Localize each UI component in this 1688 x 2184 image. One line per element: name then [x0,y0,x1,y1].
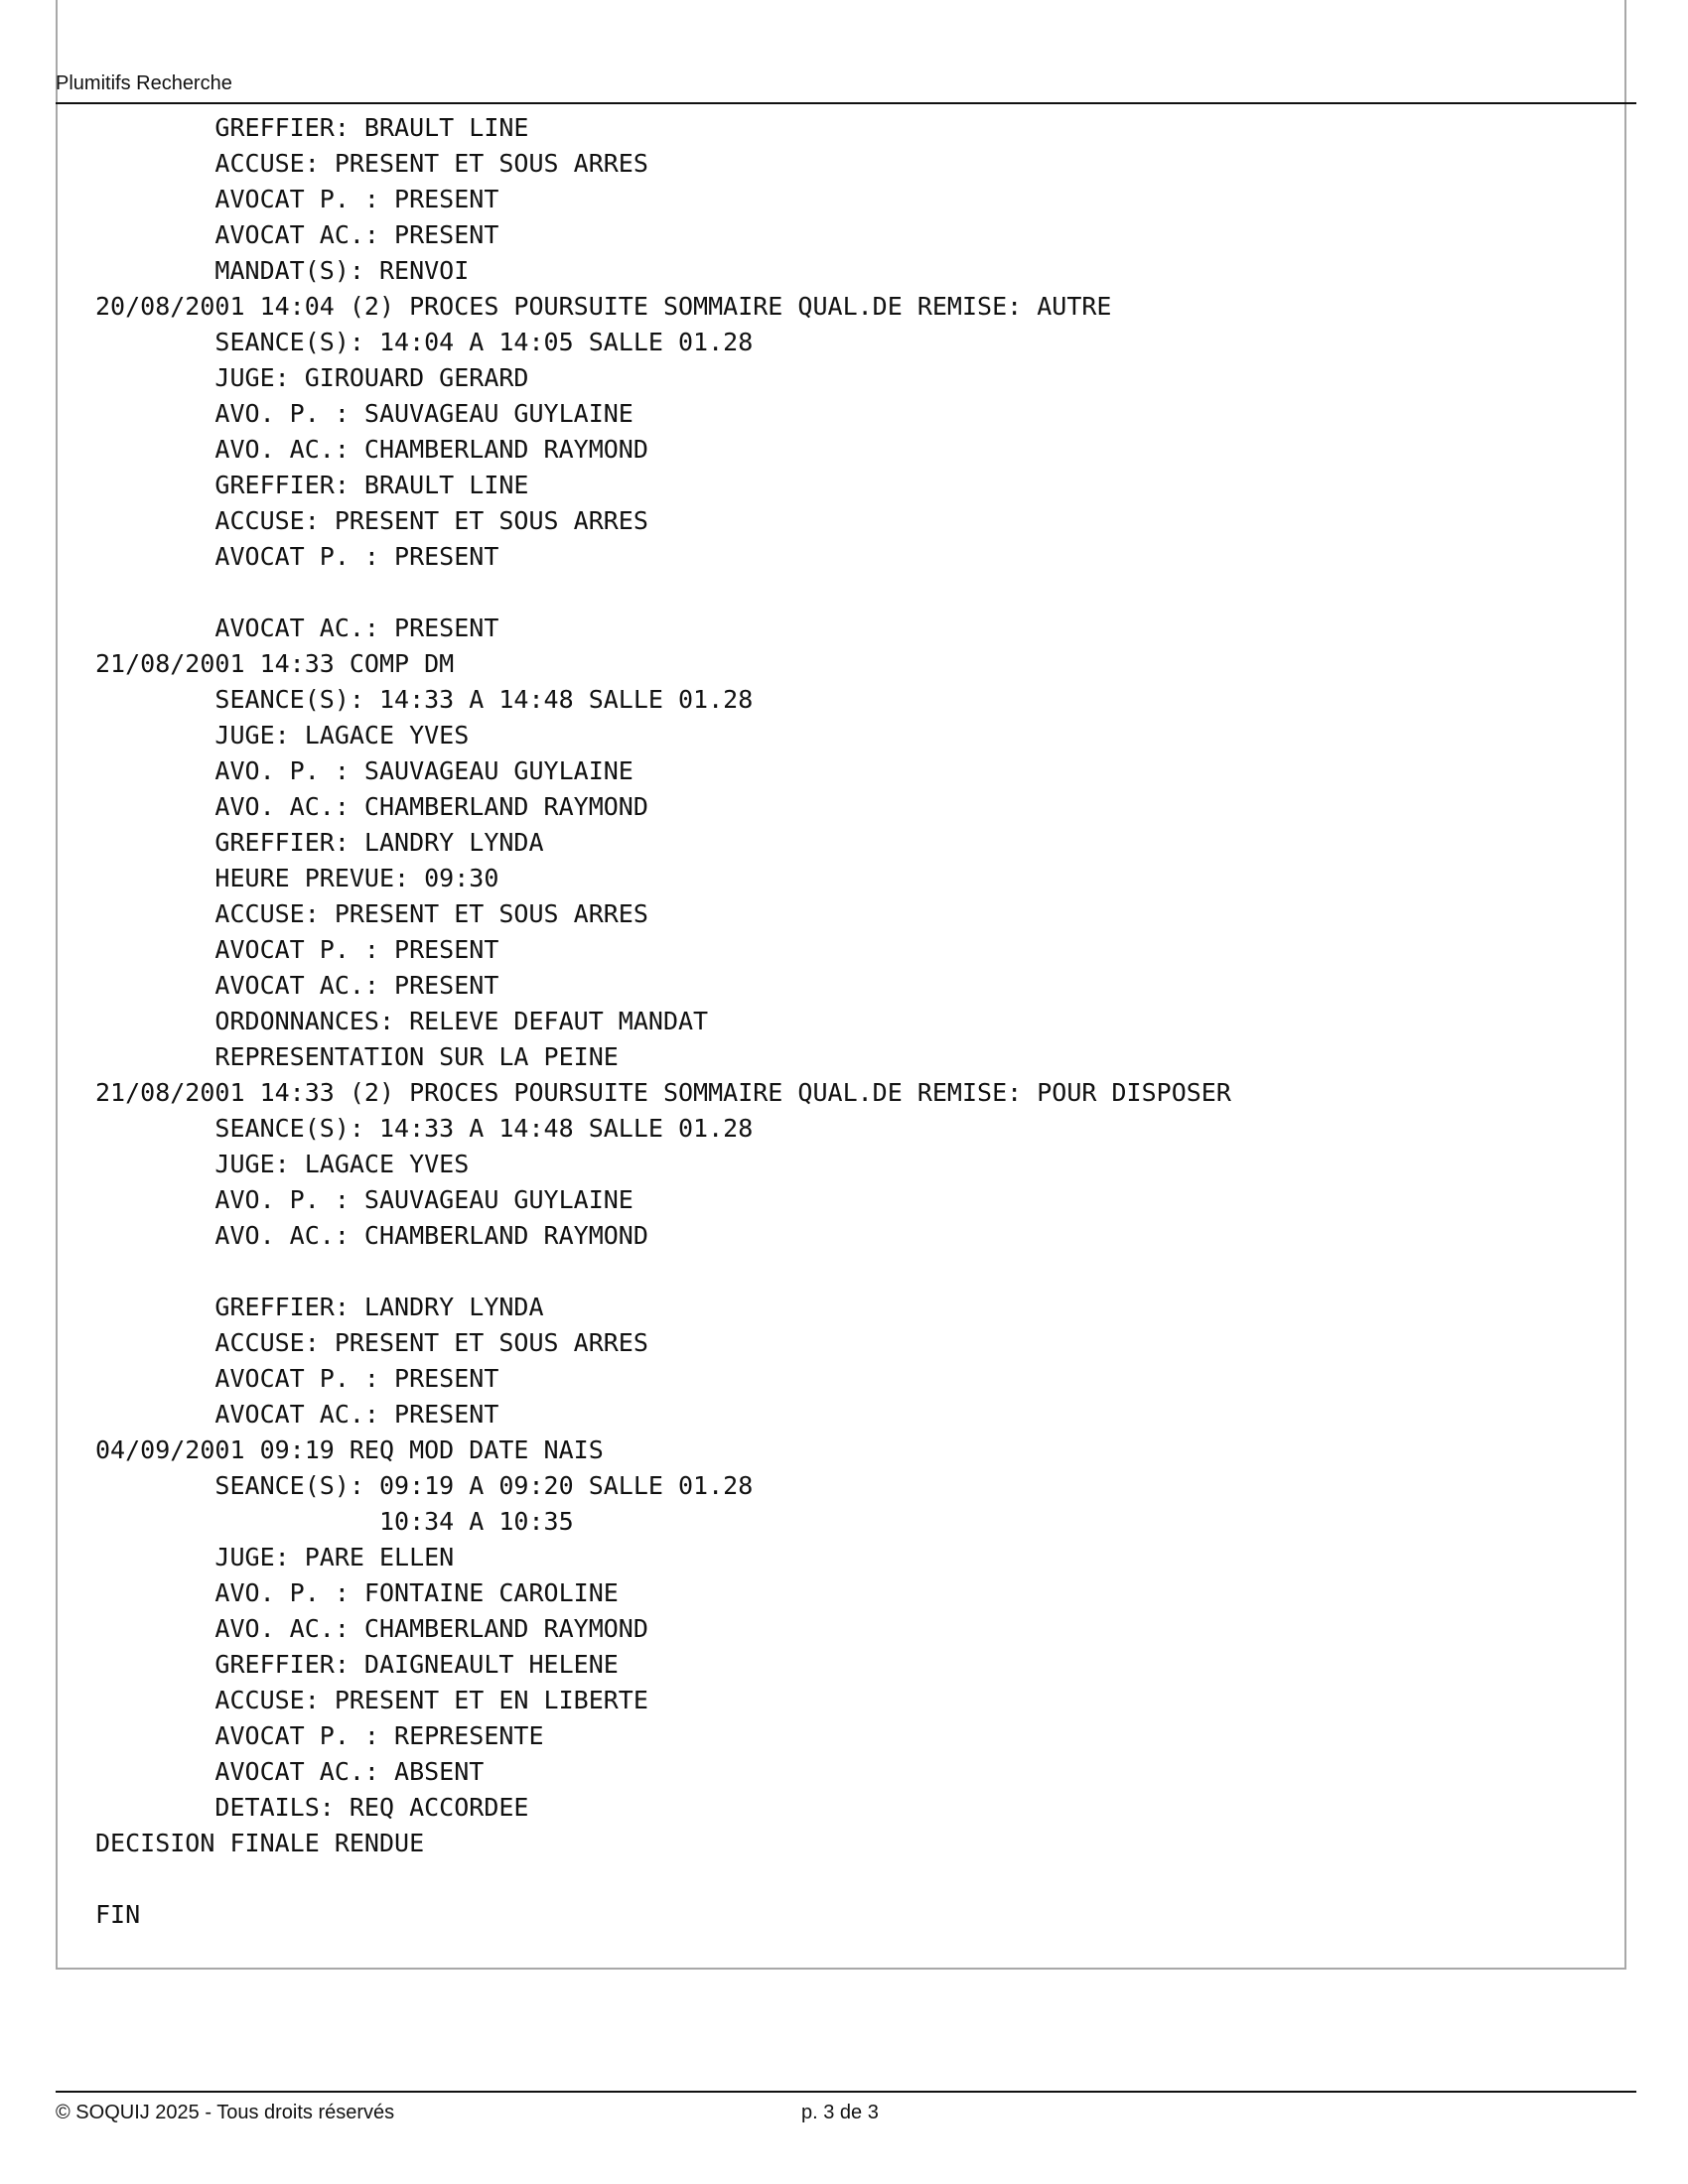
record-line: MANDAT(S): RENVOI [95,256,470,285]
header-divider [56,102,1636,104]
record-line: AVOCAT P. : PRESENT [95,185,499,213]
record-line: 20/08/2001 14:04 (2) PROCES POURSUITE SOMMAIRE QUAL.DE REMISE: AUTRE [95,292,1112,321]
record-line: AVOCAT P. : PRESENT [95,935,499,964]
record-line: AVOCAT P. : REPRESENTE [95,1721,544,1750]
record-line: GREFFIER: DAIGNEAULT HELENE [95,1650,619,1679]
record-line: GREFFIER: LANDRY LYNDA [95,828,544,857]
record-line: SEANCE(S): 14:33 A 14:48 SALLE 01.28 [95,1114,754,1143]
record-line: AVO. AC.: CHAMBERLAND RAYMOND [95,1221,648,1250]
record-line: 21/08/2001 14:33 COMP DM [95,649,455,678]
record-line: JUGE: PARE ELLEN [95,1543,455,1571]
record-text-body [95,110,1605,1933]
record-line: JUGE: LAGACE YVES [95,1150,470,1178]
record-line: 21/08/2001 14:33 (2) PROCES POURSUITE SOMMAIRE QUAL.DE REMISE: POUR DISPOSER [95,1078,1231,1107]
record-line: AVO. P. : FONTAINE CAROLINE [95,1578,619,1607]
footer-copyright: © SOQUIJ 2025 - Tous droits réservés [56,2102,395,2123]
record-line [95,1861,1605,1897]
record-line: AVO. P. : SAUVAGEAU GUYLAINE [95,1185,633,1214]
record-line: ACCUSE: PRESENT ET SOUS ARRES [95,506,648,535]
record-line: GREFFIER: BRAULT LINE [95,113,529,142]
record-line: AVOCAT AC.: PRESENT [95,220,499,249]
record-line: SEANCE(S): 14:04 A 14:05 SALLE 01.28 [95,328,754,356]
record-line: DECISION FINALE RENDUE [95,1829,425,1857]
record-line: ORDONNANCES: RELEVE DEFAUT MANDAT [95,1007,709,1035]
record-line: DETAILS: REQ ACCORDEE [95,1793,529,1822]
record-line: AVO. AC.: CHAMBERLAND RAYMOND [95,435,648,464]
record-line: AVO. P. : SAUVAGEAU GUYLAINE [95,399,633,428]
record-line: AVOCAT P. : PRESENT [95,1364,499,1393]
record-line: AVO. AC.: CHAMBERLAND RAYMOND [95,1614,648,1643]
record-line: AVO. P. : SAUVAGEAU GUYLAINE [95,756,633,785]
record-line: JUGE: GIROUARD GERARD [95,363,529,392]
record-line: AVOCAT AC.: PRESENT [95,1400,499,1429]
record-line: GREFFIER: BRAULT LINE [95,471,529,499]
footer-divider [56,2091,1636,2093]
record-line: AVOCAT AC.: PRESENT [95,614,499,642]
record-line: ACCUSE: PRESENT ET SOUS ARRES [95,1328,648,1357]
record-line: 04/09/2001 09:19 REQ MOD DATE NAIS [95,1435,604,1464]
record-line: ACCUSE: PRESENT ET SOUS ARRES [95,149,648,178]
record-line: GREFFIER: LANDRY LYNDA [95,1293,544,1321]
record-line: AVOCAT AC.: ABSENT [95,1757,485,1786]
record-line: AVOCAT AC.: PRESENT [95,971,499,1000]
record-line: HEURE PREVUE: 09:30 [95,864,499,892]
record-line: AVO. AC.: CHAMBERLAND RAYMOND [95,792,648,821]
record-line: SEANCE(S): 14:33 A 14:48 SALLE 01.28 [95,685,754,714]
record-line [95,575,1605,611]
record-line: ACCUSE: PRESENT ET SOUS ARRES [95,899,648,928]
footer-page-number: p. 3 de 3 [801,2102,879,2123]
record-line [95,1254,1605,1290]
record-line: AVOCAT P. : PRESENT [95,542,499,571]
record-line: 10:34 A 10:35 [95,1507,574,1536]
record-line: ACCUSE: PRESENT ET EN LIBERTE [95,1686,648,1714]
record-line: JUGE: LAGACE YVES [95,721,470,750]
record-line: REPRESENTATION SUR LA PEINE [95,1042,619,1071]
record-line: FIN [95,1900,141,1929]
record-line: SEANCE(S): 09:19 A 09:20 SALLE 01.28 [95,1471,754,1500]
page-header-title: Plumitifs Recherche [56,72,232,94]
